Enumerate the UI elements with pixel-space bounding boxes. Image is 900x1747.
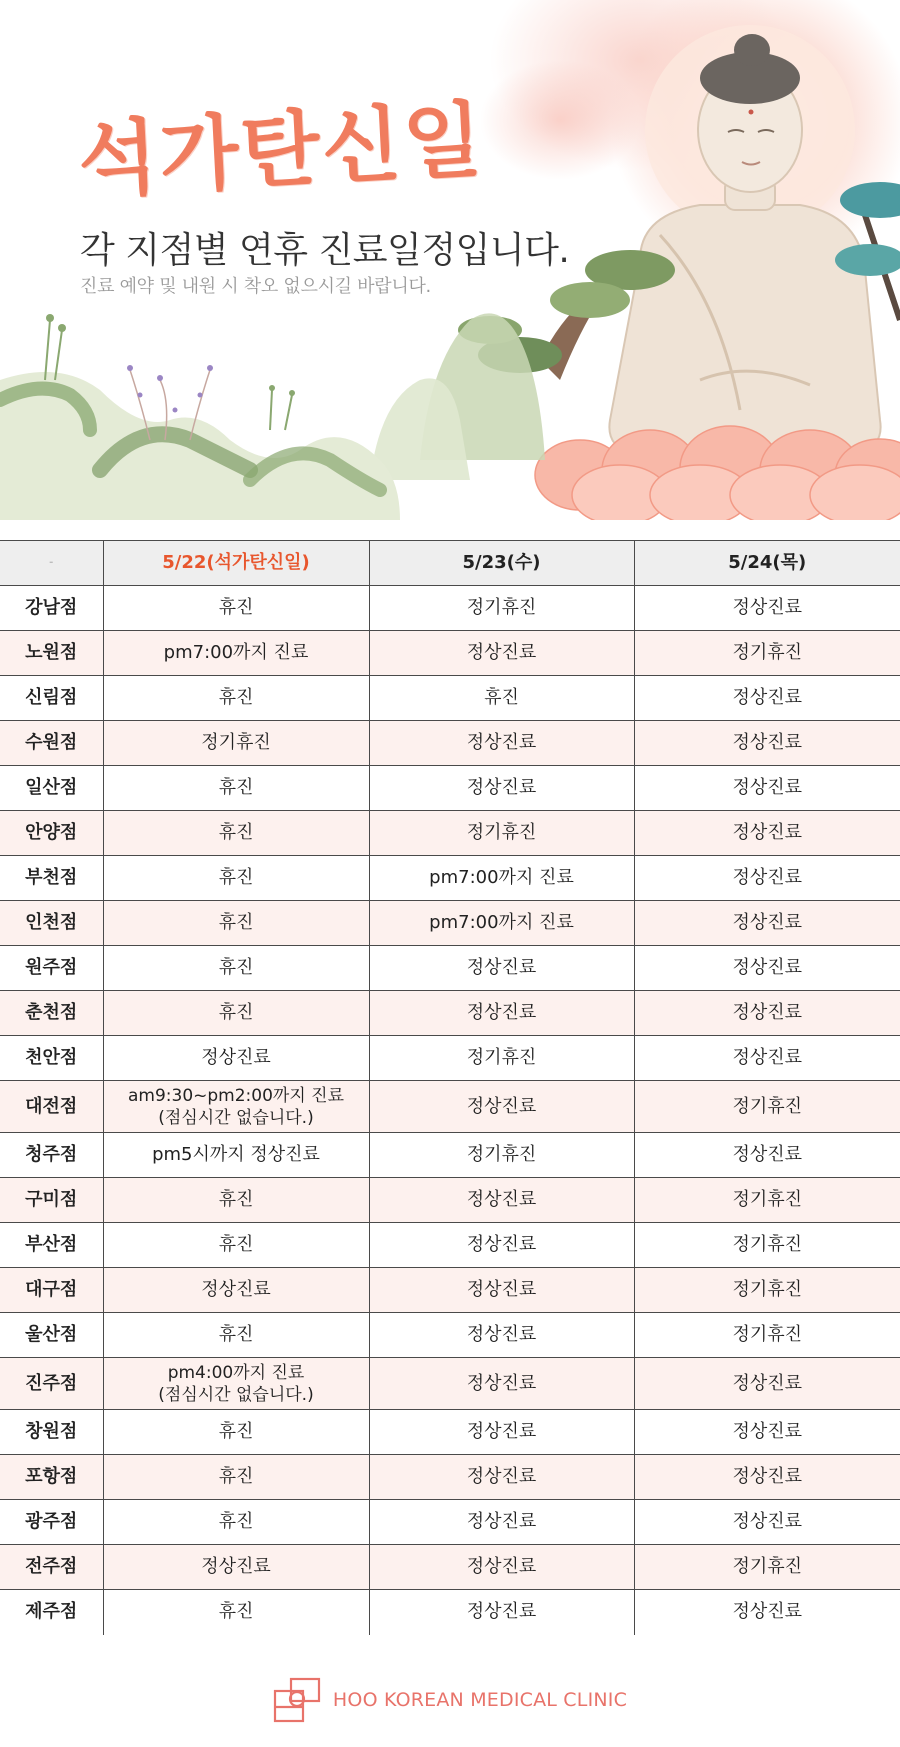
schedule-cell: 정기휴진 — [634, 1268, 900, 1313]
branch-name: 전주점 — [0, 1545, 103, 1590]
schedule-cell: 정기휴진 — [634, 1313, 900, 1358]
schedule-cell: 정상진료 — [634, 1410, 900, 1455]
schedule-cell: 정상진료 — [369, 631, 634, 676]
schedule-cell-text: am9:30~pm2:00까지 진료 (점심시간 없습니다.) — [127, 1085, 344, 1128]
table-row — [0, 1178, 900, 1223]
table-row — [0, 1410, 900, 1455]
table-row — [0, 1358, 900, 1410]
table-row — [0, 1313, 900, 1358]
schedule-cell: 정상진료 — [369, 1455, 634, 1500]
table-row — [0, 1545, 900, 1590]
table-row — [0, 1268, 900, 1313]
table-row — [0, 811, 900, 856]
schedule-cell: 정상진료 — [634, 811, 900, 856]
table-row — [0, 721, 900, 766]
schedule-cell: 정상진료 — [369, 1313, 634, 1358]
schedule-cell: 정상진료 — [634, 676, 900, 721]
schedule-cell: 휴진 — [103, 1313, 369, 1358]
schedule-cell: 정기휴진 — [634, 1545, 900, 1590]
table-corner-cell: - — [0, 541, 103, 586]
schedule-cell: 휴진 — [103, 1223, 369, 1268]
column-header-day2: 5/23(수) — [369, 541, 634, 586]
schedule-cell: 휴진 — [103, 856, 369, 901]
schedule-cell: 정상진료 — [369, 946, 634, 991]
schedule-cell: 휴진 — [103, 946, 369, 991]
table-row — [0, 1500, 900, 1545]
branch-name: 대전점 — [0, 1081, 103, 1133]
branch-name: 노원점 — [0, 631, 103, 676]
schedule-cell: 정상진료 — [103, 1036, 369, 1081]
schedule-cell: 정상진료 — [634, 946, 900, 991]
schedule-cell: 정기휴진 — [634, 1178, 900, 1223]
schedule-cell: 정기휴진 — [103, 721, 369, 766]
schedule-cell: 휴진 — [369, 676, 634, 721]
branch-name: 인천점 — [0, 901, 103, 946]
schedule-cell: 정상진료 — [369, 1358, 634, 1410]
table-row — [0, 946, 900, 991]
schedule-cell: 정기휴진 — [369, 811, 634, 856]
schedule-cell: pm5시까지 정상진료 — [103, 1133, 369, 1178]
table-header-row — [0, 541, 900, 586]
schedule-cell: 휴진 — [103, 586, 369, 631]
table-row — [0, 901, 900, 946]
schedule-cell: 정상진료 — [634, 856, 900, 901]
table-row — [0, 1455, 900, 1500]
schedule-cell: 정상진료 — [634, 721, 900, 766]
schedule-cell — [103, 1081, 369, 1133]
schedule-cell: pm7:00까지 진료 — [369, 901, 634, 946]
schedule-cell: 정상진료 — [369, 1268, 634, 1313]
schedule-cell: 정상진료 — [103, 1545, 369, 1590]
branch-name: 대구점 — [0, 1268, 103, 1313]
schedule-cell: 휴진 — [103, 676, 369, 721]
brand-name: HOO KOREAN MEDICAL CLINIC — [332, 1689, 628, 1711]
holiday-schedule-table — [0, 540, 900, 1635]
banner-headline: 각 지점별 연휴 진료일정입니다. — [80, 230, 570, 271]
schedule-cell: 정기휴진 — [634, 1081, 900, 1133]
schedule-cell: 정상진료 — [369, 1178, 634, 1223]
branch-name: 제주점 — [25, 1601, 78, 1623]
branch-name: 춘천점 — [0, 991, 103, 1036]
branch-name: 신림점 — [0, 676, 103, 721]
schedule-cell: 정상진료 — [369, 1500, 634, 1545]
schedule-cell: 정기휴진 — [369, 1036, 634, 1081]
schedule-cell: 휴진 — [103, 1590, 369, 1635]
branch-name: 수원점 — [0, 721, 103, 766]
schedule-cell: 정상진료 — [634, 766, 900, 811]
branch-name: 천안점 — [0, 1036, 103, 1081]
branch-name: 창원점 — [0, 1410, 103, 1455]
schedule-cell: 정상진료 — [369, 991, 634, 1036]
schedule-cell: 정기휴진 — [369, 586, 634, 631]
branch-name: 원주점 — [0, 946, 103, 991]
schedule-cell: 정상진료 — [369, 766, 634, 811]
schedule-cell: 정상진료 — [369, 1590, 634, 1635]
schedule-cell: 정상진료 — [369, 1081, 634, 1133]
table-row — [0, 1223, 900, 1268]
schedule-cell: 휴진 — [103, 1500, 369, 1545]
table-row — [0, 631, 900, 676]
table-row — [0, 676, 900, 721]
schedule-cell: 정상진료 — [369, 1410, 634, 1455]
table-row — [0, 766, 900, 811]
branch-name: 부산점 — [0, 1223, 103, 1268]
schedule-cell: 정상진료 — [634, 1500, 900, 1545]
schedule-cell: 정기휴진 — [369, 1133, 634, 1178]
schedule-cell: 정상진료 — [634, 1455, 900, 1500]
schedule-cell: 휴진 — [103, 1455, 369, 1500]
table-row — [0, 1036, 900, 1081]
schedule-cell-text: pm4:00까지 진료 (점심시간 없습니다.) — [158, 1362, 314, 1405]
table-row — [0, 1081, 900, 1133]
table-row — [0, 856, 900, 901]
schedule-cell: 정기휴진 — [634, 1223, 900, 1268]
schedule-cell: 정상진료 — [634, 991, 900, 1036]
schedule-cell — [103, 1358, 369, 1410]
branch-name: 강남점 — [0, 586, 103, 631]
schedule-cell: 휴진 — [103, 1410, 369, 1455]
header-banner — [0, 0, 900, 520]
schedule-cell: 정상진료 — [634, 1358, 900, 1410]
branch-name: 부천점 — [0, 856, 103, 901]
schedule-cell: 정상진료 — [634, 1133, 900, 1178]
branch-name: 포항점 — [0, 1455, 103, 1500]
schedule-cell: 정상진료 — [634, 1590, 900, 1635]
schedule-cell: 정상진료 — [369, 1545, 634, 1590]
schedule-cell: 휴진 — [103, 991, 369, 1036]
table-row — [0, 586, 900, 631]
branch-name: 청주점 — [0, 1133, 103, 1178]
schedule-cell: 휴진 — [103, 901, 369, 946]
schedule-cell: 정상진료 — [634, 586, 900, 631]
column-header-holiday: 5/22(석가탄신일) — [103, 541, 369, 586]
branch-name: 광주점 — [0, 1500, 103, 1545]
branch-name: 울산점 — [0, 1313, 103, 1358]
schedule-cell: 정상진료 — [369, 721, 634, 766]
table-row — [0, 1133, 900, 1178]
banner-title: 석가탄신일 — [75, 91, 487, 209]
banner-subline: 진료 예약 및 내원 시 착오 없으시길 바랍니다. — [80, 276, 431, 297]
branch-name: 진주점 — [0, 1358, 103, 1410]
branch-name: 일산점 — [0, 766, 103, 811]
schedule-cell: 정상진료 — [634, 1036, 900, 1081]
schedule-cell: 정기휴진 — [634, 631, 900, 676]
schedule-cell: pm7:00까지 진료 — [103, 631, 369, 676]
schedule-cell: 정상진료 — [103, 1268, 369, 1313]
schedule-cell: 휴진 — [103, 766, 369, 811]
schedule-cell: 휴진 — [103, 1178, 369, 1223]
column-header-day3: 5/24(목) — [634, 541, 900, 586]
schedule-cell: 정상진료 — [634, 901, 900, 946]
clinic-logo-icon — [273, 1677, 321, 1723]
branch-name: 구미점 — [0, 1178, 103, 1223]
schedule-cell: 정상진료 — [369, 1223, 634, 1268]
branch-name: 안양점 — [0, 811, 103, 856]
footer-brand — [0, 1670, 900, 1730]
schedule-cell: 휴진 — [103, 811, 369, 856]
table-row — [0, 1590, 900, 1635]
schedule-cell: pm7:00까지 진료 — [369, 856, 634, 901]
table-row — [0, 991, 900, 1036]
